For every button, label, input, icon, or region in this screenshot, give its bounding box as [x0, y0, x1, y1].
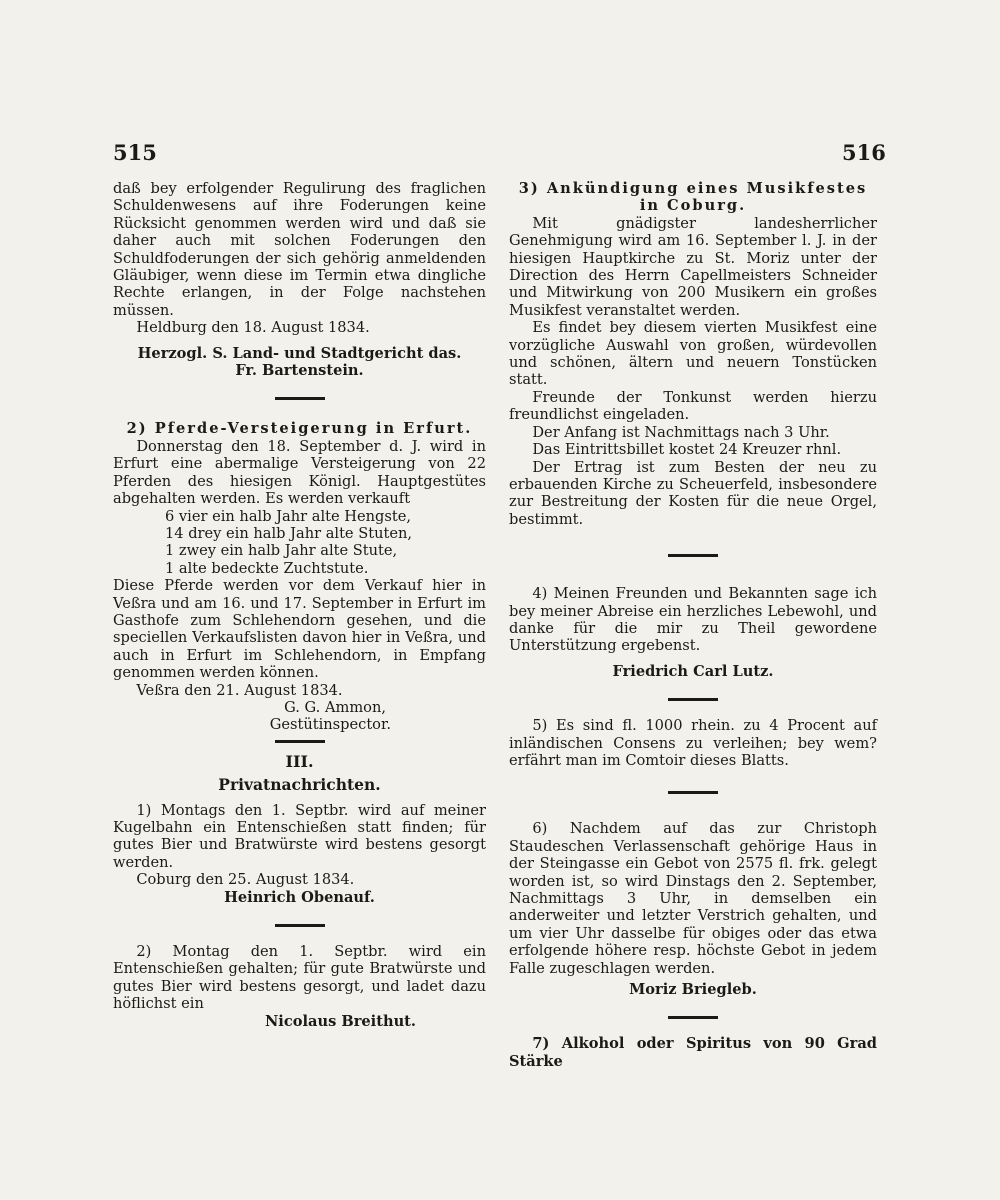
private-notice-6-signature: Moriz Briegleb.: [629, 981, 757, 999]
section-title: Privatnachrichten.: [218, 775, 381, 795]
separator-rule: [275, 924, 325, 927]
private-notice-1-place-date: Coburg den 25. August 1834.: [136, 871, 355, 889]
separator-rule: [668, 698, 718, 701]
notice-3-title: 3) Ankündigung eines Musikfestes in Coburg.: [518, 180, 868, 215]
notice-3-text: Es findet bey diesem vierten Musikfest eine vorzügliche Auswahl von großen, würdevollen und schönen, ältern und neuern Tonstücken statt.: [509, 319, 877, 389]
notice-3-text: Das Eintrittsbillet kostet 24 Kreuzer rhnl.: [532, 441, 842, 459]
horse-list-item: 1 zwey ein halb Jahr alte Stute,: [165, 542, 398, 560]
private-notice-2-signature: Nicolaus Breithut.: [264, 1012, 416, 1030]
private-notice-4-signature: Friedrich Carl Lutz.: [612, 662, 774, 680]
separator-rule: [668, 554, 718, 557]
private-notice-6: 6) Nachdem auf das zur Christoph Staudeschen Verlassenschaft gehörige Haus in der Steingasse ein Gebot von 2575 fl. frk. gelegt worden ist, so wird Dinstags den 2. September, Nachmittags 3 Uhr, in demselben ein anderweiter und letzter Verstrich gehalten, und um vier Uhr dasselbe für obiges oder das etwa erfolgende höhere resp. höchste Gebot in jedem Falle zugeschlagen werden.: [509, 820, 877, 977]
private-notice-1-signature: Heinrich Obenauf.: [224, 888, 375, 906]
notice-3-text: Freunde der Tonkunst werden hierzu freundlichst eingeladen.: [509, 388, 877, 424]
horse-list-item: 14 drey ein halb Jahr alte Stuten,: [165, 524, 413, 542]
section-number: III.: [285, 751, 314, 771]
intro-court: Herzogl. S. Land- und Stadtgericht das.: [137, 344, 462, 362]
private-notice-7: 7) Alkohol oder Spiritus von 90 Grad Stärke: [509, 1035, 877, 1070]
private-notice-2: 2) Montag den 1. Septbr. wird ein Entenschießen gehalten; für gute Bratwürste und gutes Bier wird bestens gesorgt, und ladet dazu höflichst ein: [113, 943, 486, 1013]
notice-2-text: Donnerstag den 18. September d. J. wird in Erfurt eine abermalige Versteigerung von 22 Pferden des hiesigen Königl. Hauptgestütes abgehalten werden. Es werden verkauft: [113, 437, 486, 508]
intro-signature: Fr. Bartenstein.: [235, 362, 364, 380]
notice-3-text: Der Ertrag ist zum Besten der neu zu erbauenden Kirche zu Scheuerfeld, insbesondere zur Bestreitung der Kosten für die neue Orgel, bestimmt.: [509, 458, 877, 528]
notice-2-signature: G. G. Ammon,: [284, 698, 386, 716]
page-number-right: 516: [842, 140, 886, 165]
notice-3-text: Der Anfang ist Nachmittags nach 3 Uhr.: [532, 423, 830, 441]
horse-list-item: 6 vier ein halb Jahr alte Hengste,: [165, 507, 411, 525]
left-column: [113, 180, 486, 1030]
notice-2-role: Gestütinspector.: [269, 716, 391, 734]
notice-2-title: 2) Pferde-Versteigerung in Erfurt.: [126, 420, 473, 438]
horse-list-item: 1 alte bedeckte Zuchtstute.: [165, 559, 369, 577]
separator-rule: [668, 1016, 718, 1019]
separator-rule: [668, 791, 718, 794]
private-notice-4: 4) Meinen Freunden und Bekannten sage ich bey meiner Abreise ein herzliches Lebewohl, und danke für die mir zu Theil gewordene Unterstützung ergebenst.: [509, 585, 877, 655]
intro-place-date: Heldburg den 18. August 1834.: [136, 319, 370, 337]
intro-paragraph: daß bey erfolgender Regulirung des fraglichen Schuldenwesens auf ihre Foderungen keine Rücksicht genommen werden wird und daß sie daher auch mit solchen Foderungen den Schuldfoderungen der sich gehörig anmeldenden Gläubiger, wenn diese im Termin etwa dingliche Rechte erlangen, in der Folge nachstehen müssen.: [113, 180, 486, 319]
notice-2-details: Diese Pferde werden vor dem Verkauf hier in Veßra und am 16. und 17. September in Erfurt im Gasthofe zum Schlehendorn gesehen, und die speciellen Verkaufslisten davon hier in Veßra, und auch in Erfurt im Schlehendorn, in Empfang genommen werden können.: [113, 577, 486, 682]
separator-rule: [275, 740, 325, 743]
private-notice-5: 5) Es sind fl. 1000 rhein. zu 4 Procent auf inländischen Consens zu verleihen; bey wem? erfährt man im Comtoir dieses Blatts.: [509, 717, 877, 769]
notice-3-text: Mit gnädigster landesherrlicher Genehmigung wird am 16. September l. J. in der hiesigen Hauptkirche zu St. Moriz unter der Direction des Herrn Capellmeisters Schneider und Mitwirkung von 200 Musikern ein großes Musikfest veranstaltet werden.: [509, 214, 877, 319]
page-number-left: 515: [113, 140, 157, 165]
private-notice-1: 1) Montags den 1. Septbr. wird auf meiner Kugelbahn ein Entenschießen statt finden; für gutes Bier und Bratwürste wird bestens gesorgt werden.: [113, 801, 486, 871]
separator-rule: [275, 397, 325, 400]
right-column: [509, 180, 877, 1070]
notice-2-place-date: Veßra den 21. August 1834.: [136, 681, 343, 699]
